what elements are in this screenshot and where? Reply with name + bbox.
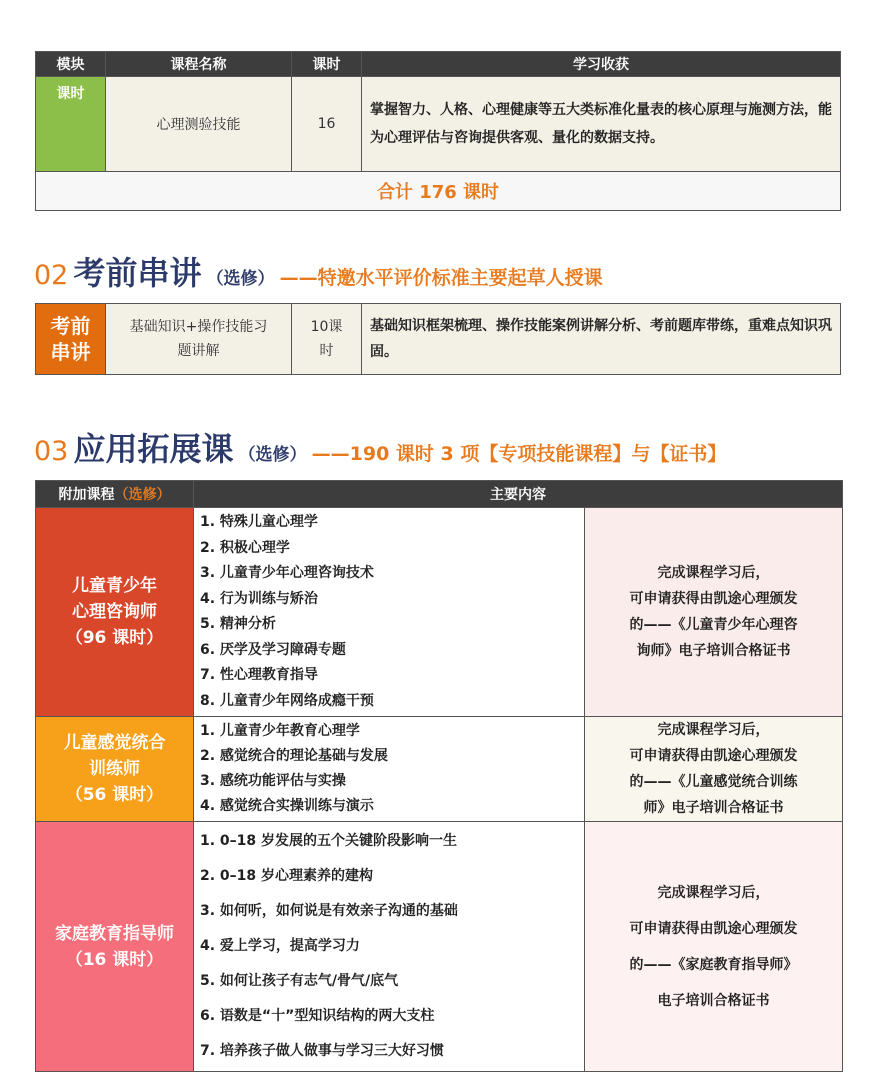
table-header-row <box>36 481 843 508</box>
header-main-content: 主要内容 <box>194 481 843 508</box>
list-item: 7. 培养孩子做人做事与学习三大好习惯 <box>200 1043 444 1059</box>
items-cell <box>194 717 585 822</box>
course-name-text: 基础知识+操作技能习题讲解 <box>129 319 268 359</box>
module-cell: 儿童青少年 心理咨询师 （96 课时） <box>36 508 194 717</box>
section-title: 考前串讲 <box>73 254 202 292</box>
hours-cell <box>292 304 362 375</box>
course-name-cell <box>106 304 292 375</box>
section-optional: （选修） <box>206 269 275 289</box>
header-course: 课程名称 <box>106 52 292 77</box>
header-optional-label: （选修） <box>114 487 171 503</box>
total-hours: 合计 176 课时 <box>36 172 841 211</box>
module-cell: 课时 <box>36 77 106 172</box>
section-title: 应用拓展课 <box>73 430 234 468</box>
list-item: 8. 儿童青少年网络成瘾干预 <box>200 692 374 709</box>
section-subtitle: ——190 课时 3 项【专项技能课程】与【证书】 <box>311 443 727 465</box>
section-number: 03 <box>34 436 69 467</box>
table-header-row <box>36 52 841 77</box>
section-number: 02 <box>34 260 69 291</box>
hours-text: 10课时 <box>310 319 343 359</box>
table-row <box>36 304 841 375</box>
module-cell: 家庭教育指导师 （16 课时） <box>36 822 194 1072</box>
list-item: 4. 行为训练与矫治 <box>200 590 318 607</box>
items-cell <box>194 822 585 1072</box>
module-cell: 儿童感觉统合 训练师 （56 课时） <box>36 717 194 822</box>
list-item: 3. 儿童青少年心理咨询技术 <box>200 565 374 581</box>
gain-cell: 基础知识框架梳理、操作技能案例讲解分析、考前题库带练，重难点知识巩固。 <box>362 304 841 375</box>
table-row <box>36 717 843 822</box>
list-item: 1. 儿童青少年教育心理学 <box>200 723 360 739</box>
course-name-cell: 心理测验技能 <box>106 77 292 172</box>
list-item: 2. 积极心理学 <box>200 539 290 556</box>
header-extra-course <box>36 481 194 508</box>
list-item: 1. 特殊儿童心理学 <box>200 514 318 530</box>
section-subtitle: ——特邀水平评价标准主要起草人授课 <box>279 267 603 289</box>
certificate-cell: 完成课程学习后， 可申请获得由凯途心理颁发 的——《家庭教育指导师》 电子培训合格证书 <box>585 822 843 1072</box>
list-item: 4. 感觉统合实操训练与演示 <box>200 798 374 814</box>
section-optional: （选修） <box>238 445 307 465</box>
module-cell <box>36 304 106 375</box>
certificate-cell: 完成课程学习后， 可申请获得由凯途心理颁发 的——《儿童青少年心理咨 询师》电子培训合格证书 <box>585 508 843 717</box>
gain-cell: 掌握智力、人格、心理健康等五大类标准化量表的核心原理与施测方法，能为心理评估与咨询提供客观、量化的数据支持。 <box>362 77 841 172</box>
table-row <box>36 508 843 717</box>
header-module: 模块 <box>36 52 106 77</box>
certificate-cell: 完成课程学习后， 可申请获得由凯途心理颁发 的——《儿童感觉统合训练 师》电子培训合格证书 <box>585 717 843 822</box>
list-item: 3. 如何听，如何说是有效亲子沟通的基础 <box>200 903 458 919</box>
header-gain: 学习收获 <box>362 52 841 77</box>
table-row <box>36 77 841 172</box>
items-cell <box>194 508 585 717</box>
list-item: 6. 厌学及学习障碍专题 <box>200 641 346 658</box>
list-item: 6. 语数是“十”型知识结构的两大支柱 <box>200 1008 435 1024</box>
list-item: 1. 0–18 岁发展的五个关键阶段影响一生 <box>200 833 458 849</box>
module-text: 考前串讲 <box>50 314 91 364</box>
list-item: 5. 如何让孩子有志气/骨气/底气 <box>200 973 399 989</box>
table-row <box>36 822 843 1072</box>
section-heading-03 <box>34 424 726 470</box>
course-table-core <box>35 51 841 211</box>
hours-cell: 16 <box>292 77 362 172</box>
list-item: 4. 爱上学习，提高学习力 <box>200 938 360 954</box>
course-table-extension <box>35 480 843 1072</box>
header-hours: 课时 <box>292 52 362 77</box>
list-item: 2. 0–18 岁心理素养的建构 <box>200 868 374 884</box>
list-item: 5. 精神分析 <box>200 616 276 632</box>
course-table-review <box>35 303 841 375</box>
list-item: 3. 感统功能评估与实操 <box>200 773 346 789</box>
list-item: 2. 感觉统合的理论基础与发展 <box>200 748 388 764</box>
list-item: 7. 性心理教育指导 <box>200 667 318 683</box>
section-heading-02 <box>34 248 603 294</box>
total-row <box>36 172 841 211</box>
header-extra-course-label: 附加课程 <box>58 487 115 503</box>
